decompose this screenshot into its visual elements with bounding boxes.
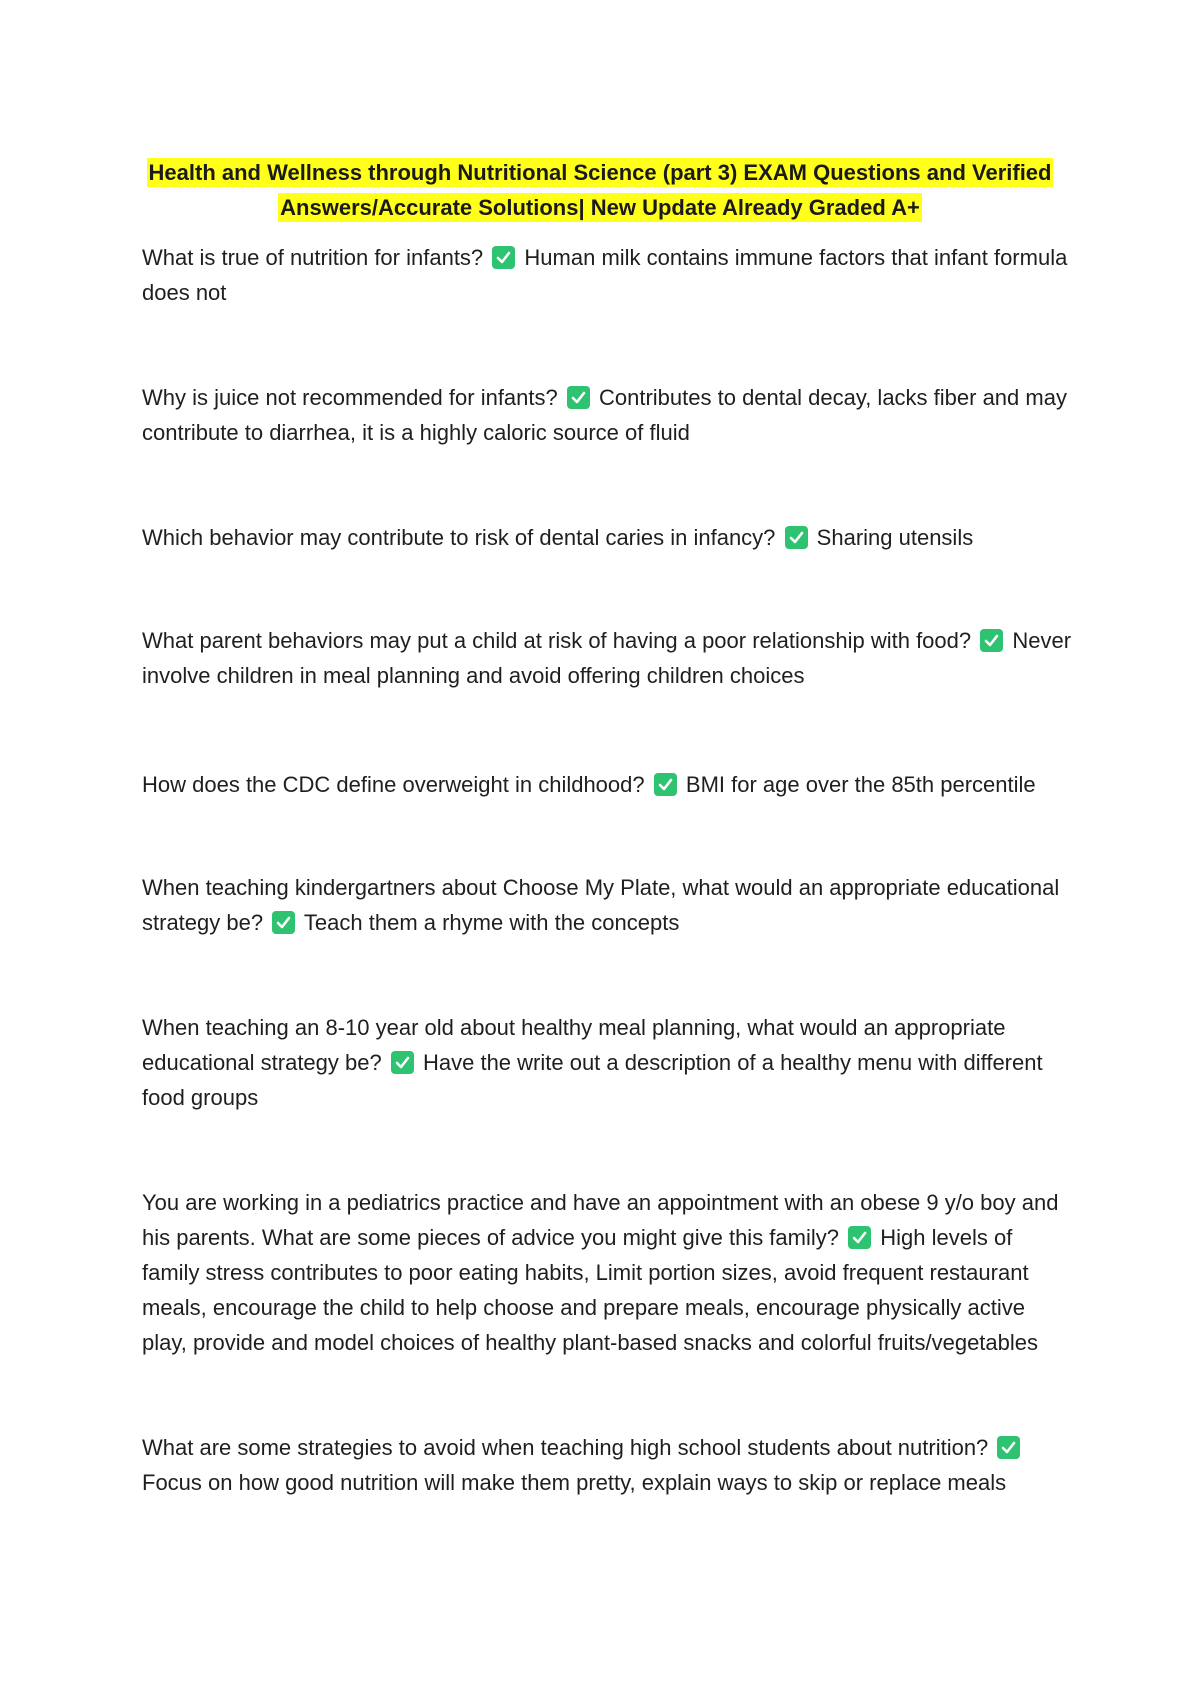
checkmark-icon [272,911,295,934]
checkmark-icon [391,1051,414,1074]
qa-item-9 [142,1430,1072,1500]
answer-text: Focus on how good nutrition will make them pretty, explain ways to skip or replace meals [142,1470,1007,1495]
checkmark-icon [492,246,515,269]
qa-item-6 [142,870,1072,940]
checkmark-icon [997,1436,1020,1459]
qa-item-3 [142,520,1072,555]
checkmark-icon [654,773,677,796]
qa-item-5 [142,767,1072,802]
question-text: What parent behaviors may put a child at risk of having a poor relationship with food? [142,628,972,653]
answer-text: Contributes to dental decay, lacks fiber and may contribute to diarrhea, it is a highly caloric source of fluid [142,385,1067,445]
question-text: When teaching an 8-10 year old about healthy meal planning, what would an appropriate educational strategy be? [142,1015,1006,1075]
question-text: When teaching kindergartners about Choose My Plate, what would an appropriate educational strategy be? [142,875,1060,935]
qa-item-7 [142,1010,1072,1115]
answer-text: BMI for age over the 85th percentile [685,772,1036,797]
answer-text: Never involve children in meal planning and avoid offering children choices [142,628,1072,688]
title-line-1: Health and Wellness through Nutritional Science (part 3) EXAM Questions and Verified [148,160,1052,185]
question-text: What is true of nutrition for infants? [142,245,484,270]
checkmark-icon [980,629,1003,652]
qa-item-2 [142,380,1072,450]
answer-text: Teach them a rhyme with the concepts [303,910,680,935]
answer-text: Sharing utensils [816,525,974,550]
question-text: What are some strategies to avoid when teaching high school students about nutrition? [142,1435,989,1460]
title-line-2: Answers/Accurate Solutions| New Update Already Graded A+ [280,195,920,220]
checkmark-icon [848,1226,871,1249]
qa-item-8 [142,1185,1072,1360]
answer-text: Human milk contains immune factors that infant formula does not [142,245,1068,305]
answer-text: High levels of family stress contributes to poor eating habits, Limit portion sizes, avoid frequent restaurant meals, encourage the child to help choose and prepare meals, encourage physically active play, provide and model choices of healthy plant-based snacks and colorful fruits/vegetables [142,1225,1039,1355]
qa-item-4 [142,623,1072,693]
answer-text: Have the write out a description of a healthy menu with different food groups [142,1050,1043,1110]
checkmark-icon [785,526,808,549]
question-text: You are working in a pediatrics practice and have an appointment with an obese 9 y/o boy and his parents. What are some pieces of advice you might give this family? [142,1190,1059,1250]
question-text: Why is juice not recommended for infants? [142,385,558,410]
document-title [130,155,1070,225]
qa-item-1 [142,240,1072,310]
question-text: How does the CDC define overweight in childhood? [142,772,645,797]
checkmark-icon [567,386,590,409]
question-text: Which behavior may contribute to risk of dental caries in infancy? [142,525,776,550]
